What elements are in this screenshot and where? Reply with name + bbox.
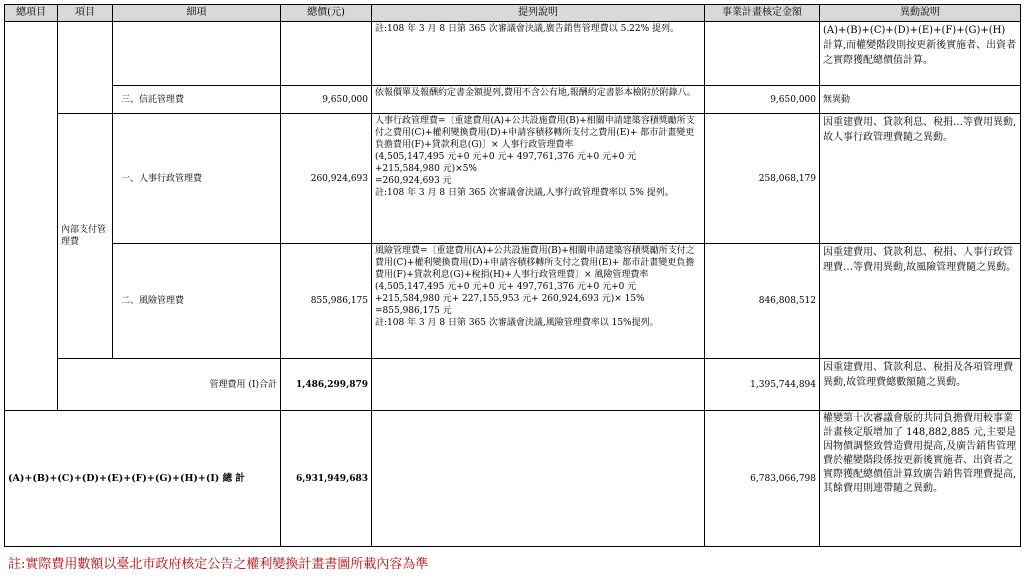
approved-cell-empty: [705, 22, 820, 86]
trust-explanation: 依報價單及報酬約定書金額提列,費用不含公有地,報酬約定書影本檢附於附錄八。: [372, 86, 705, 114]
personnel-formula-result: =260,924,693 元: [375, 176, 452, 186]
grand-total-total: 6,931,949,683: [281, 411, 372, 547]
subtotal-explanation-empty: [372, 359, 705, 411]
personnel-note: 註:108 年 3 月 8 日第 365 次審議會決議,人事行政管理費率以 5% 提列。: [375, 188, 674, 198]
personnel-approved: 258,068,179: [705, 114, 820, 244]
risk-formula-values: (4,505,147,495 元+0 元+0 元+ 497,761,376 元+0 元+0 元+215,584,980 元+ 227,155,953 元+ 260,924,693 元)× 15% =855,986,175 元: [375, 282, 645, 316]
total-item-cell: [5, 22, 58, 411]
cost-table: [4, 4, 1021, 547]
header-total-price: 總價(元): [281, 5, 372, 22]
change-cell-continued: (A)+(B)+(C)+(D)+(E)+(F)+(G)+(H) 計算,而權變階段則按更新後實施者、出資者之實際獲配總價值計算。: [820, 22, 1021, 86]
table-header-row: [5, 5, 1021, 22]
table-row-trust: [5, 86, 1021, 114]
grand-total-label: (A)+(B)+(C)+(D)+(E)+(F)+(G)+(H)+(I) 總 計: [5, 411, 281, 547]
trust-detail: 三、信託管理費: [113, 86, 281, 114]
risk-explanation: [372, 244, 705, 359]
table-row-continued: [5, 22, 1021, 86]
personnel-formula-text: 人事行政管理費=〔重建費用(A)+公共設施費用(B)+相關申請建築容積獎勵所支付之費用(C)+權利變換費用(D)+申請容積移轉所支付之費用(E)+ 都市計畫變更負擔費用(F)+貸款利息(G)〕× 人事行政管理費率: [375, 116, 695, 150]
footnote: 註:實際費用數額以臺北市政府核定公告之權利變換計畫書圖所載內容為準: [8, 557, 429, 572]
internal-management-group: 內部支付管理費: [58, 114, 113, 359]
subtotal-total: 1,486,299,879: [281, 359, 372, 411]
table-row-subtotal: [5, 359, 1021, 411]
header-item: 項目: [58, 5, 113, 22]
trust-total: 9,650,000: [281, 86, 372, 114]
subtotal-label: 管理費用 (I)合計: [58, 359, 281, 411]
trust-approved: 9,650,000: [705, 86, 820, 114]
personnel-detail: 一、人事行政管理費: [113, 114, 281, 244]
trust-change: 無異動: [820, 86, 1021, 114]
subtotal-change: 因重建費用、貸款利息、稅捐及各項管理費異動,故管理費總數額隨之異動。: [820, 359, 1021, 411]
table-row-grand-total: [5, 411, 1021, 547]
header-change-explanation: 異動說明: [820, 5, 1021, 22]
total-cell-empty: [281, 22, 372, 86]
subtotal-approved: 1,395,744,894: [705, 359, 820, 411]
risk-note: 註:108 年 3 月 8 日第 365 次審議會決議,風險管理費率以 15%提列。: [375, 318, 659, 328]
header-explanation: 提列說明: [372, 5, 705, 22]
personnel-change: 因重建費用、貸款利息、稅捐…等費用異動,故人事行政管理費隨之異動。: [820, 114, 1021, 244]
grand-total-explanation-empty: [372, 411, 705, 547]
explanation-cell-continued: 註:108 年 3 月 8 日第 365 次審議會決議,廣告銷售管理費以 5.22% 提列。: [372, 22, 705, 86]
risk-formula-text: 風險管理費=〔重建費用(A)+公共設施費用(B)+相關申請建築容積獎勵所支付之費用(C)+權利變換費用(D)+申請容積移轉所支付之費用(E)+ 都市計畫變更負擔費用(F)+貸款利息(G)+稅捐(H)+人事行政管理費〕× 風險管理費率: [375, 246, 695, 280]
risk-total: 855,986,175: [281, 244, 372, 359]
risk-detail: 二、風險管理費: [113, 244, 281, 359]
personnel-total: 260,924,693: [281, 114, 372, 244]
grand-total-change: 權變第十次審議會版的共同負擔費用較事業計畫核定版增加了 148,882,885 元,主要是因物價調整致營造費用提高,及廣告銷售管理費於權變階段係按更新後實施者、出資者之實際獲配總價值計算致廣告銷售管理費提高,其餘費用則連帶隨之異動。: [820, 411, 1021, 547]
detail-cell-empty: [113, 22, 281, 86]
grand-total-approved: 6,783,066,798: [705, 411, 820, 547]
header-approved-amount: 事業計畫核定金額: [705, 5, 820, 22]
risk-change: 因重建費用、貸款利息、稅捐、人事行政管理費…等費用異動,故風險管理費隨之異動。: [820, 244, 1021, 359]
personnel-formula-values: (4,505,147,495 元+0 元+0 元+ 497,761,376 元+0 元+0 元 +215,584,980 元)×5%: [375, 152, 637, 174]
item-cell: [58, 22, 113, 114]
personnel-explanation: [372, 114, 705, 244]
header-detail: 細項: [113, 5, 281, 22]
table-row-personnel: [5, 114, 1021, 244]
header-total-item: 總項目: [5, 5, 58, 22]
table-row-risk: [5, 244, 1021, 359]
risk-approved: 846,808,512: [705, 244, 820, 359]
